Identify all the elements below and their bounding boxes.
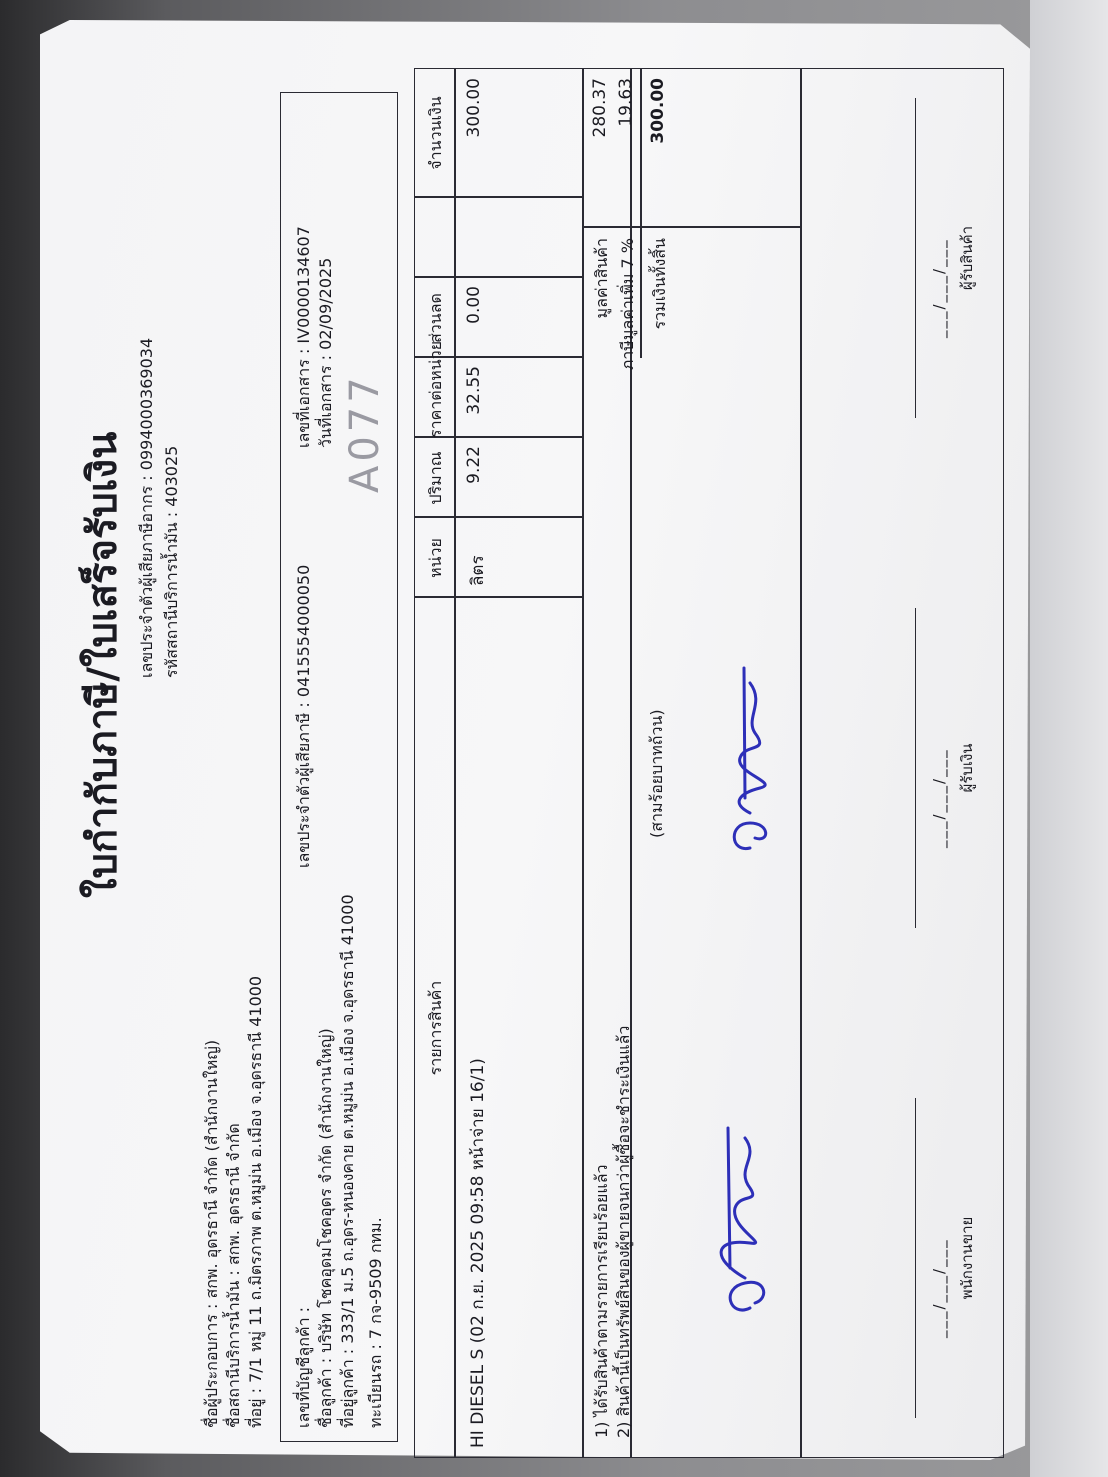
header-qty: ปริมาณ [426, 451, 445, 505]
receiver-signature [700, 648, 800, 868]
receiver-date: ___/___/___ [930, 748, 948, 848]
goods-receiver-label: ผู้รับสินค้า [958, 225, 976, 291]
seller-signature [690, 1108, 790, 1328]
company-address: ที่อยู่ : 7/1 หมู่ 11 ถ.มิตรภาพ ต.หมูม่น อ.เมือง จ.อุดรธานี 41000 [246, 975, 265, 1428]
note-1: 1) ได้รับสินค้าตามรายการเรียบร้อยแล้ว [592, 1164, 611, 1438]
taxpayer-id: เลขประจำตัวผู้เสียภาษีอากร : 0994000369034 [137, 337, 156, 678]
receiver-sign-line [915, 608, 916, 928]
amount-in-words: (สามร้อยบาทถ้วน) [647, 709, 666, 838]
seller-sign-line [915, 1098, 916, 1418]
row-qty: 9.22 [464, 446, 484, 484]
goods-receiver-sign-line [915, 98, 916, 418]
header-discount: ส่วนลด [426, 293, 445, 343]
customer-account: เลขที่บัญชีลูกค้า : [294, 1306, 313, 1428]
customer-address: ที่อยู่ลูกค้า : 333/1 ม.5 ถ.อุดร-หนองคาย ต.หมูม่น อ.เมือง จ.อุดรธานี 41000 [338, 894, 357, 1428]
subtotal-value: 280.37 [590, 78, 610, 138]
document-date: วันที่เอกสาร : 02/09/2025 [316, 257, 335, 448]
goods-receiver-date: ___/___/___ [930, 238, 948, 338]
background-right-surface [1030, 0, 1108, 1477]
header-amount: จำนวนเงิน [426, 96, 445, 170]
customer-name: ชื่อลูกค้า : บริษัท โชคอุดมโชคอุดร จำกัด (สำนักงานใหญ่) [316, 1028, 335, 1428]
handwritten-note: A077 [342, 373, 388, 493]
vat-label: ภาษีมูลค่าเพิ่ม 7 % [618, 238, 637, 371]
subtotal-label: มูลค่าสินค้า [592, 238, 611, 319]
receipt-content [60, 68, 1020, 1458]
customer-tax-id: เลขประจำตัวผู้เสียภาษี : 0415554000050 [294, 564, 313, 868]
seller-date: ___/___/___ [930, 1238, 948, 1338]
station-name: ชื่อสถานีบริการน้ำมัน : สกพ. อุดรธานี จำกัด [224, 1123, 243, 1428]
summary-divider [582, 226, 800, 228]
header-price: ราคาต่อหน่วย [426, 340, 445, 438]
header-item: รายการสินค้า [426, 980, 445, 1076]
vat-value: 19.63 [616, 78, 636, 127]
items-body-divider [582, 68, 584, 1458]
total-value: 300.00 [648, 78, 668, 144]
header-unit: หน่วย [426, 538, 445, 578]
row-item: HI DIESEL S (02 ก.ย. 2025 09:58 หน้าจ่าย 16/1) [468, 1058, 488, 1448]
station-code: รหัสสถานีบริการน้ำมัน : 403025 [162, 445, 181, 678]
company-name: ชื่อผู้ประกอบการ : สกพ. อุดรธานี จำกัด (สำนักงานใหญ่) [202, 1039, 221, 1428]
total-label: รวมเงินทั้งสิ้น [650, 238, 669, 330]
total-divider [640, 68, 642, 358]
row-price: 32.55 [464, 366, 484, 415]
row-discount: 0.00 [464, 286, 484, 324]
row-unit: ลิตร [468, 555, 488, 586]
row-amount: 300.00 [464, 78, 484, 138]
vehicle-plate: ทะเบียนรถ : 7 กจ-9509 กทม. [366, 1217, 385, 1428]
seller-label: พนักงานขาย [958, 1216, 976, 1300]
document-number: เลขที่เอกสาร : IV0000134607 [294, 226, 313, 448]
receiver-label: ผู้รับเงิน [958, 743, 976, 793]
signature-area-divider [800, 68, 802, 1458]
note-2: 2) สินค้านี้เป็นทรัพย์สินของผู้ขายจนกว่าผู้ซื้อจะชำระเงินแล้ว [614, 1025, 633, 1438]
document-title: ใบกำกับภาษี/ใบเสร็จรับเงิน [80, 431, 126, 898]
